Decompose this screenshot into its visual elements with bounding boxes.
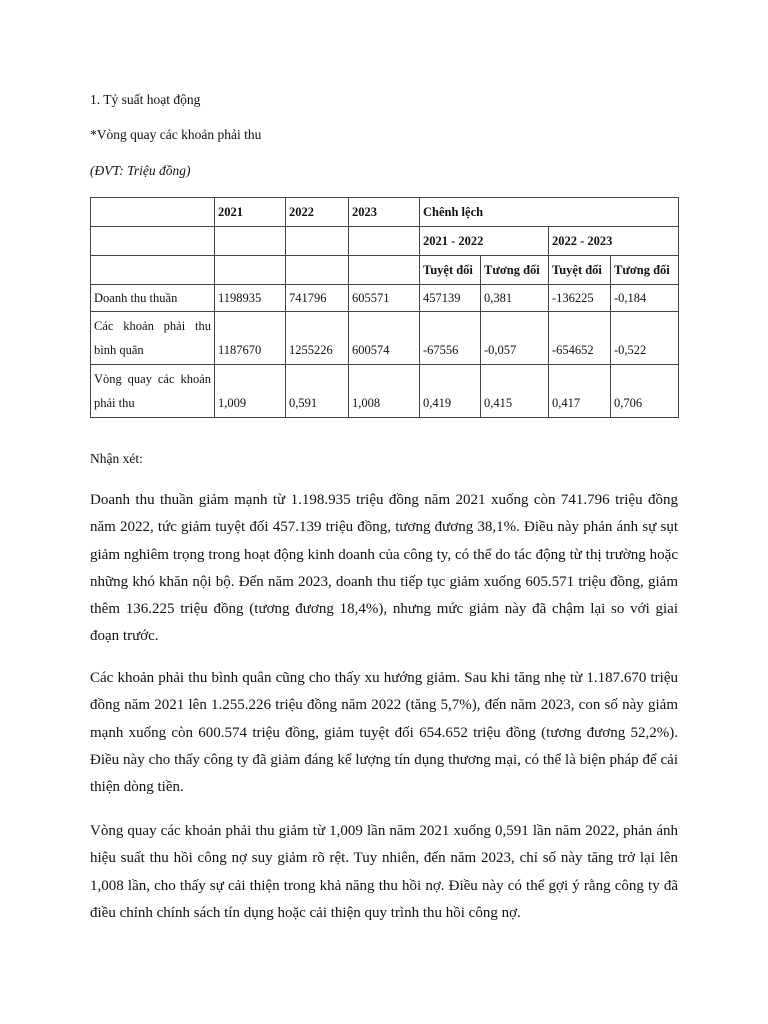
unit-note: (ĐVT: Triệu đồng) bbox=[90, 163, 191, 178]
row-label: Các khoản phải thu bình quân bbox=[91, 312, 215, 365]
cell-2021: 1187670 bbox=[215, 312, 286, 365]
table-row bbox=[91, 285, 679, 312]
row-label: Doanh thu thuần bbox=[91, 285, 215, 312]
header-year-2021: 2021 bbox=[215, 198, 286, 227]
cell-absolute-1: 0,419 bbox=[420, 365, 481, 418]
table-row bbox=[91, 365, 679, 418]
cell-2023: 1,008 bbox=[349, 365, 420, 418]
header-difference: Chênh lệch bbox=[420, 198, 679, 227]
cell-absolute-2: -654652 bbox=[549, 312, 611, 365]
table-row bbox=[91, 312, 679, 365]
cell-2022: 741796 bbox=[286, 285, 349, 312]
cell-2022: 0,591 bbox=[286, 365, 349, 418]
section-heading: 1. Tỷ suất hoạt động bbox=[90, 92, 201, 107]
cell-absolute-1: 457139 bbox=[420, 285, 481, 312]
paragraph-revenue: Doanh thu thuần giảm mạnh từ 1.198.935 triệu đồng năm 2021 xuống còn 741.796 triệu đồng năm 2022, tức giảm tuyệt đối 457.139 triệu đồng, tương đương 38,1%. Điều này phản ánh sự sụt giảm nghiêm trọng trong hoạt động kinh doanh của công ty, có thể do tác động từ thị trường hoặc những khó khăn nội bộ. Đến năm 2023, doanh thu tiếp tục giảm xuống 605.571 triệu đồng, giảm thêm 136.225 triệu đồng (tương đương 18,4%), nhưng mức giảm này đã chậm lại so với giai đoạn trước. bbox=[90, 492, 678, 645]
cell-2021: 1,009 bbox=[215, 365, 286, 418]
header-absolute-2: Tuyệt đối bbox=[549, 256, 611, 285]
paragraph-receivables: Các khoản phải thu bình quân cũng cho thấy xu hướng giảm. Sau khi tăng nhẹ từ 1.187.670 triệu đồng năm 2021 lên 1.255.226 triệu đồng năm 2022 (tăng 5,7%), đến năm 2023, con số này giảm mạnh xuống còn 600.574 triệu đồng, giảm tuyệt đối 654.652 triệu đồng (tương đương 52,2%). Điều này cho thấy công ty đã giảm đáng kể lượng tín dụng thương mại, có thể là biện pháp để cải thiện dòng tiền. bbox=[90, 670, 678, 796]
header-relative-2: Tương đối bbox=[611, 256, 679, 285]
cell-2022: 1255226 bbox=[286, 312, 349, 365]
paragraph-turnover: Vòng quay các khoản phải thu giảm từ 1,009 lần năm 2021 xuống 0,591 lần năm 2022, phản ánh hiệu suất thu hồi công nợ suy giảm rõ rệt. Tuy nhiên, đến năm 2023, chỉ số này tăng trở lại lên 1,008 lần, cho thấy sự cải thiện trong khả năng thu hồi nợ. Điều này có thể gợi ý rằng công ty đã điều chỉnh chính sách tín dụng hoặc cải thiện quy trình thu hồi công nợ. bbox=[90, 823, 678, 921]
cell-2023: 605571 bbox=[349, 285, 420, 312]
cell-relative-1: -0,057 bbox=[481, 312, 549, 365]
header-absolute-1: Tuyệt đối bbox=[420, 256, 481, 285]
cell-relative-2: 0,706 bbox=[611, 365, 679, 418]
cell-relative-2: -0,522 bbox=[611, 312, 679, 365]
row-label: Vòng quay các khoản phải thu bbox=[91, 365, 215, 418]
cell-relative-1: 0,381 bbox=[481, 285, 549, 312]
header-period-2021-2022: 2021 - 2022 bbox=[420, 227, 549, 256]
header-period-2022-2023: 2022 - 2023 bbox=[549, 227, 679, 256]
cell-relative-1: 0,415 bbox=[481, 365, 549, 418]
cell-relative-2: -0,184 bbox=[611, 285, 679, 312]
cell-absolute-2: -136225 bbox=[549, 285, 611, 312]
header-row-periods bbox=[91, 227, 679, 256]
header-year-2023: 2023 bbox=[349, 198, 420, 227]
header-relative-1: Tương đối bbox=[481, 256, 549, 285]
receivables-turnover-table bbox=[90, 197, 679, 418]
cell-absolute-1: -67556 bbox=[420, 312, 481, 365]
remark-label: Nhận xét: bbox=[90, 451, 143, 466]
cell-2021: 1198935 bbox=[215, 285, 286, 312]
cell-2023: 600574 bbox=[349, 312, 420, 365]
header-row-measures bbox=[91, 256, 679, 285]
header-empty-cell bbox=[91, 198, 215, 227]
header-year-2022: 2022 bbox=[286, 198, 349, 227]
header-row-years bbox=[91, 198, 679, 227]
subsection-heading: *Vòng quay các khoản phải thu bbox=[90, 127, 262, 142]
cell-absolute-2: 0,417 bbox=[549, 365, 611, 418]
